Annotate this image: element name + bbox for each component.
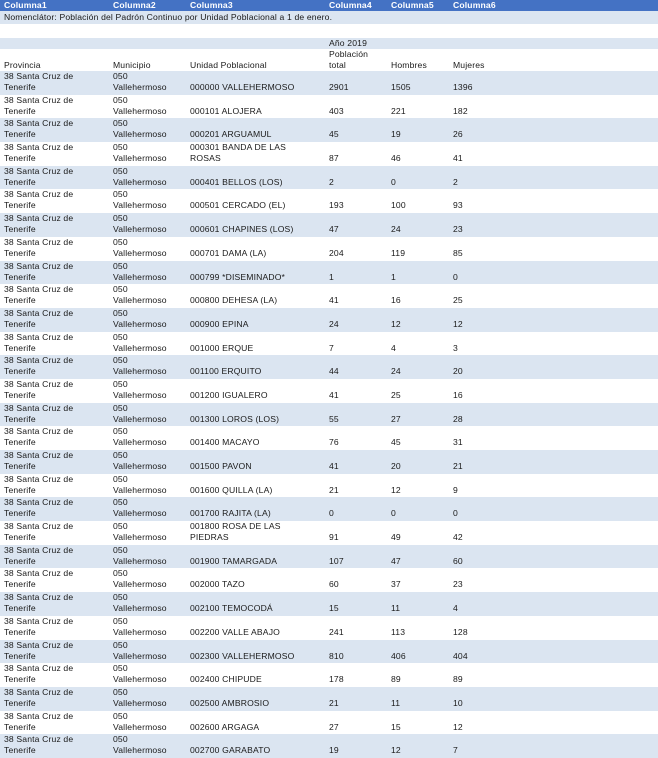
total-cell[interactable]: 0	[329, 508, 334, 519]
provincia-cell[interactable]: 38 Santa Cruz de	[4, 473, 74, 484]
provincia-cell[interactable]: 38 Santa Cruz de	[4, 331, 74, 342]
provincia-cell[interactable]: Tenerife	[4, 271, 36, 282]
municipio-cell[interactable]: Vallehermoso	[113, 389, 167, 400]
provincia-cell[interactable]: 38 Santa Cruz de	[4, 378, 74, 389]
year-row	[0, 38, 658, 49]
provincia-cell[interactable]: Tenerife	[4, 318, 36, 329]
unidad-cell[interactable]: 000701 DAMA (LA)	[190, 247, 267, 258]
provincia-cell[interactable]: Tenerife	[4, 224, 36, 235]
table-row	[0, 261, 658, 285]
provincia-cell[interactable]: 38 Santa Cruz de	[4, 592, 74, 603]
table-row	[0, 663, 658, 687]
hombres-cell[interactable]: 1505	[391, 82, 411, 92]
municipio-cell[interactable]: Vallehermoso	[113, 342, 167, 353]
provincia-cell[interactable]: Tenerife	[4, 579, 36, 590]
provincia-cell[interactable]: Tenerife	[4, 626, 36, 637]
provincia-cell[interactable]: Tenerife	[4, 508, 36, 519]
municipio-cell[interactable]: Vallehermoso	[113, 437, 167, 448]
municipio-cell[interactable]: 050	[113, 71, 128, 81]
blank-row	[0, 24, 658, 38]
total-cell[interactable]: 241	[329, 626, 344, 637]
provincia-cell[interactable]: Tenerife	[4, 389, 36, 400]
column-header[interactable]: Columna5	[391, 0, 434, 10]
total-cell[interactable]: 193	[329, 200, 344, 211]
municipio-cell[interactable]: 050	[113, 521, 128, 532]
mujeres-cell[interactable]: 2	[453, 176, 458, 187]
municipio-cell[interactable]: Vallehermoso	[113, 461, 167, 471]
municipio-cell[interactable]: Vallehermoso	[113, 271, 167, 282]
label-municipio: Municipio	[113, 60, 151, 70]
mujeres-cell[interactable]: 20	[453, 366, 463, 377]
total-cell[interactable]: 15	[329, 603, 339, 614]
provincia-cell[interactable]: 38 Santa Cruz de	[4, 521, 74, 532]
hombres-cell[interactable]: 221	[391, 105, 406, 116]
label-provincia: Provincia	[4, 60, 41, 70]
hombres-cell[interactable]: 19	[391, 129, 401, 140]
column-header[interactable]: Columna4	[329, 0, 372, 10]
provincia-cell[interactable]: Tenerife	[4, 674, 36, 685]
table-row	[0, 71, 658, 95]
mujeres-cell[interactable]: 12	[453, 318, 463, 329]
mujeres-cell[interactable]: 7	[453, 745, 458, 756]
mujeres-cell[interactable]: 41	[453, 153, 463, 164]
table-row	[0, 379, 658, 403]
provincia-cell[interactable]: Tenerife	[4, 105, 36, 116]
table-row	[0, 95, 658, 119]
provincia-cell[interactable]: Tenerife	[4, 247, 36, 258]
hombres-cell[interactable]: 89	[391, 674, 401, 685]
mujeres-cell[interactable]: 9	[453, 484, 458, 495]
total-cell[interactable]: 7	[329, 342, 334, 353]
hombres-cell[interactable]: 49	[391, 532, 401, 543]
municipio-cell[interactable]: 050	[113, 94, 128, 105]
hombres-cell[interactable]: 24	[391, 224, 401, 235]
mujeres-cell[interactable]: 3	[453, 342, 458, 353]
municipio-cell[interactable]: Vallehermoso	[113, 105, 167, 116]
column-header[interactable]: Columna2	[113, 0, 156, 10]
municipio-cell[interactable]: 050	[113, 426, 128, 437]
provincia-cell[interactable]: Tenerife	[4, 82, 36, 92]
table-row	[0, 355, 658, 379]
table-row	[0, 308, 658, 332]
unidad-cell[interactable]: 001600 QUILLA (LA)	[190, 484, 273, 495]
provincia-cell[interactable]: Tenerife	[4, 413, 36, 424]
table-row	[0, 189, 658, 213]
provincia-cell[interactable]: Tenerife	[4, 555, 36, 566]
column-header[interactable]: Columna6	[453, 0, 496, 10]
hombres-cell[interactable]: 15	[391, 721, 401, 732]
hombres-cell[interactable]: 0	[391, 508, 396, 519]
hombres-cell[interactable]: 406	[391, 650, 406, 661]
total-cell[interactable]: 21	[329, 697, 339, 708]
municipio-cell[interactable]: Vallehermoso	[113, 200, 167, 211]
total-cell[interactable]: 403	[329, 105, 344, 116]
municipio-cell[interactable]: 050	[113, 663, 128, 674]
mujeres-cell[interactable]: 21	[453, 461, 463, 471]
provincia-cell[interactable]: 38 Santa Cruz de	[4, 260, 74, 271]
municipio-cell[interactable]: Vallehermoso	[113, 603, 167, 614]
municipio-cell[interactable]: Vallehermoso	[113, 413, 167, 424]
provincia-cell[interactable]: 38 Santa Cruz de	[4, 615, 74, 626]
provincia-cell[interactable]: Tenerife	[4, 650, 36, 661]
municipio-cell[interactable]: Vallehermoso	[113, 650, 167, 661]
municipio-cell[interactable]: 050	[113, 213, 128, 224]
unidad-cell[interactable]: 001300 LOROS (LOS)	[190, 413, 280, 424]
total-cell[interactable]: 47	[329, 224, 339, 235]
municipio-cell[interactable]: Vallehermoso	[113, 745, 167, 756]
unidad-cell[interactable]: 001700 RAJITA (LA)	[190, 508, 271, 519]
unidad-cell[interactable]: 000601 CHAPINES (LOS)	[190, 224, 294, 235]
hombres-cell[interactable]: 12	[391, 745, 401, 756]
hombres-cell[interactable]: 12	[391, 484, 401, 495]
unidad-cell[interactable]: 002100 TEMOCODÁ	[190, 603, 273, 614]
municipio-cell[interactable]: 050	[113, 260, 128, 271]
total-cell[interactable]: 41	[329, 461, 339, 471]
mujeres-cell[interactable]: 89	[453, 674, 463, 685]
municipio-cell[interactable]: 050	[113, 236, 128, 247]
table-row	[0, 332, 658, 356]
provincia-cell[interactable]: 38 Santa Cruz de	[4, 213, 74, 224]
label-total-line2: total	[329, 60, 346, 70]
mujeres-cell[interactable]: 182	[453, 105, 468, 116]
table-row	[0, 711, 658, 735]
unidad-cell[interactable]: 001900 TAMARGADA	[190, 555, 278, 566]
municipio-cell[interactable]: Vallehermoso	[113, 247, 167, 258]
municipio-cell[interactable]: 050	[113, 307, 128, 318]
provincia-cell[interactable]: 38 Santa Cruz de	[4, 450, 74, 460]
provincia-cell[interactable]: 38 Santa Cruz de	[4, 307, 74, 318]
municipio-cell[interactable]: Vallehermoso	[113, 484, 167, 495]
municipio-cell[interactable]: 050	[113, 686, 128, 697]
table-row	[0, 640, 658, 664]
table-row	[0, 521, 658, 545]
unidad-cell[interactable]: 000101 ALOJERA	[190, 105, 262, 116]
mujeres-cell[interactable]: 23	[453, 224, 463, 235]
hombres-cell[interactable]: 45	[391, 437, 401, 448]
provincia-cell[interactable]: 38 Santa Cruz de	[4, 142, 74, 153]
municipio-cell[interactable]: 050	[113, 450, 128, 460]
municipio-cell[interactable]: Vallehermoso	[113, 224, 167, 235]
municipio-cell[interactable]: 050	[113, 378, 128, 389]
mujeres-cell[interactable]: 60	[453, 555, 463, 566]
unidad-cell[interactable]: 000900 EPINA	[190, 318, 249, 329]
municipio-cell[interactable]: 050	[113, 189, 128, 200]
hombres-cell[interactable]: 47	[391, 555, 401, 566]
municipio-cell[interactable]: Vallehermoso	[113, 366, 167, 377]
unidad-cell[interactable]: 002500 AMBROSIO	[190, 697, 270, 708]
mujeres-cell[interactable]: 25	[453, 295, 463, 306]
mujeres-cell[interactable]: 26	[453, 129, 463, 140]
municipio-cell[interactable]: Vallehermoso	[113, 721, 167, 732]
municipio-cell[interactable]: 050	[113, 331, 128, 342]
total-cell[interactable]: 41	[329, 295, 339, 306]
mujeres-cell[interactable]: 1396	[453, 82, 473, 92]
unidad-cell[interactable]: PIEDRAS	[190, 532, 229, 543]
provincia-cell[interactable]: Tenerife	[4, 697, 36, 708]
municipio-cell[interactable]: 050	[113, 592, 128, 603]
hombres-cell[interactable]: 27	[391, 413, 401, 424]
table-row	[0, 497, 658, 521]
unidad-cell[interactable]: ROSAS	[190, 153, 221, 164]
hombres-cell[interactable]: 16	[391, 295, 401, 306]
unidad-cell[interactable]: 000501 CERCADO (EL)	[190, 200, 286, 211]
total-cell[interactable]: 44	[329, 366, 339, 377]
unidad-cell[interactable]: 000799 *DISEMINADO*	[190, 271, 286, 282]
provincia-cell[interactable]: Tenerife	[4, 721, 36, 732]
provincia-cell[interactable]: 38 Santa Cruz de	[4, 426, 74, 437]
municipio-cell[interactable]: 050	[113, 568, 128, 579]
unidad-cell[interactable]: 002000 TAZO	[190, 579, 245, 590]
provincia-cell[interactable]: Tenerife	[4, 603, 36, 614]
municipio-cell[interactable]: Vallehermoso	[113, 318, 167, 329]
mujeres-cell[interactable]: 0	[453, 508, 458, 519]
table-row	[0, 213, 658, 237]
provincia-cell[interactable]: 38 Santa Cruz de	[4, 355, 74, 366]
provincia-cell[interactable]: 38 Santa Cruz de	[4, 734, 74, 745]
table-row	[0, 450, 658, 474]
total-cell[interactable]: 24	[329, 318, 339, 329]
municipio-cell[interactable]: 050	[113, 118, 128, 129]
provincia-cell[interactable]: Tenerife	[4, 461, 36, 471]
total-cell[interactable]: 19	[329, 745, 339, 756]
provincia-cell[interactable]: Tenerife	[4, 484, 36, 495]
total-cell[interactable]: 21	[329, 484, 339, 495]
hombres-cell[interactable]: 11	[391, 603, 401, 614]
provincia-cell[interactable]: 38 Santa Cruz de	[4, 94, 74, 105]
table-note: Nomenclátor: Población del Padrón Continuo por Unidad Poblacional a 1 de enero.	[4, 12, 333, 22]
provincia-cell[interactable]: 38 Santa Cruz de	[4, 663, 74, 674]
table-row	[0, 568, 658, 592]
table-row	[0, 687, 658, 711]
unidad-cell[interactable]: 000301 BANDA DE LAS	[190, 142, 287, 153]
municipio-cell[interactable]: 050	[113, 355, 128, 366]
provincia-cell[interactable]: Tenerife	[4, 437, 36, 448]
municipio-cell[interactable]: 050	[113, 544, 128, 555]
unidad-cell[interactable]: 002200 VALLE ABAJO	[190, 626, 280, 637]
mujeres-cell[interactable]: 16	[453, 389, 463, 400]
label-unidad: Unidad Poblacional	[190, 60, 267, 70]
municipio-cell[interactable]: Vallehermoso	[113, 532, 167, 543]
municipio-cell[interactable]: Vallehermoso	[113, 697, 167, 708]
unidad-cell[interactable]: 002600 ARGAGA	[190, 721, 260, 732]
unidad-cell[interactable]: 001500 PAVON	[190, 461, 252, 471]
municipio-cell[interactable]: 050	[113, 142, 128, 153]
hombres-cell[interactable]: 113	[391, 626, 406, 637]
note-row	[0, 11, 658, 24]
total-cell[interactable]: 87	[329, 153, 339, 164]
municipio-cell[interactable]: 050	[113, 639, 128, 650]
provincia-cell[interactable]: Tenerife	[4, 295, 36, 306]
unidad-cell[interactable]: 002400 CHIPUDE	[190, 674, 262, 685]
table-row	[0, 403, 658, 427]
hombres-cell[interactable]: 0	[391, 176, 396, 187]
mujeres-cell[interactable]: 0	[453, 271, 458, 282]
provincia-cell[interactable]: Tenerife	[4, 176, 36, 187]
table-row	[0, 545, 658, 569]
total-cell[interactable]: 45	[329, 129, 339, 140]
unidad-cell[interactable]: 000201 ARGUAMUL	[190, 129, 272, 140]
provincia-cell[interactable]: Tenerife	[4, 200, 36, 211]
total-cell[interactable]: 810	[329, 650, 344, 661]
unidad-cell[interactable]: 002300 VALLEHERMOSO	[190, 650, 295, 661]
column-header[interactable]: Columna1	[4, 0, 47, 10]
municipio-cell[interactable]: Vallehermoso	[113, 153, 167, 164]
unidad-cell[interactable]: 001000 ERQUE	[190, 342, 254, 353]
label-hombres: Hombres	[391, 60, 427, 70]
total-cell[interactable]: 41	[329, 389, 339, 400]
municipio-cell[interactable]: Vallehermoso	[113, 626, 167, 637]
provincia-cell[interactable]: 38 Santa Cruz de	[4, 402, 74, 413]
municipio-cell[interactable]: Vallehermoso	[113, 129, 167, 140]
municipio-cell[interactable]: Vallehermoso	[113, 555, 167, 566]
provincia-cell[interactable]: 38 Santa Cruz de	[4, 639, 74, 650]
unidad-cell[interactable]: 000401 BELLOS (LOS)	[190, 176, 283, 187]
unidad-cell[interactable]: 001100 ERQUITO	[190, 366, 262, 377]
municipio-cell[interactable]: 050	[113, 473, 128, 484]
mujeres-cell[interactable]: 28	[453, 413, 463, 424]
unidad-cell[interactable]: 002700 GARABATO	[190, 745, 271, 756]
hombres-cell[interactable]: 12	[391, 318, 401, 329]
provincia-cell[interactable]: 38 Santa Cruz de	[4, 118, 74, 129]
mujeres-cell[interactable]: 4	[453, 603, 458, 614]
label-mujeres: Mujeres	[453, 60, 485, 70]
table-row	[0, 616, 658, 640]
municipio-cell[interactable]: Vallehermoso	[113, 508, 167, 519]
total-cell[interactable]: 60	[329, 579, 339, 590]
municipio-cell[interactable]: 050	[113, 497, 128, 508]
hombres-cell[interactable]: 119	[391, 247, 406, 258]
total-cell[interactable]: 1	[329, 271, 334, 282]
table-row	[0, 166, 658, 190]
column-labels-row	[0, 49, 658, 71]
hombres-cell[interactable]: 11	[391, 697, 401, 708]
column-header-row	[0, 0, 658, 11]
table-row	[0, 237, 658, 261]
total-cell[interactable]: 55	[329, 413, 339, 424]
total-cell[interactable]: 107	[329, 555, 344, 566]
provincia-cell[interactable]: 38 Santa Cruz de	[4, 686, 74, 697]
table-row	[0, 284, 658, 308]
mujeres-cell[interactable]: 10	[453, 697, 463, 708]
unidad-cell[interactable]: 000000 VALLEHERMOSO	[190, 82, 295, 92]
total-cell[interactable]: 27	[329, 721, 339, 732]
municipio-cell[interactable]: 050	[113, 284, 128, 295]
table-row	[0, 118, 658, 142]
table-row	[0, 142, 658, 166]
mujeres-cell[interactable]: 23	[453, 579, 463, 590]
provincia-cell[interactable]: 38 Santa Cruz de	[4, 568, 74, 579]
municipio-cell[interactable]: 050	[113, 402, 128, 413]
mujeres-cell[interactable]: 128	[453, 626, 468, 637]
hombres-cell[interactable]: 25	[391, 389, 401, 400]
mujeres-cell[interactable]: 12	[453, 721, 463, 732]
hombres-cell[interactable]: 37	[391, 579, 401, 590]
municipio-cell[interactable]: Vallehermoso	[113, 295, 167, 306]
total-cell[interactable]: 2901	[329, 82, 349, 92]
municipio-cell[interactable]: Vallehermoso	[113, 82, 167, 92]
total-cell[interactable]: 178	[329, 674, 344, 685]
mujeres-cell[interactable]: 93	[453, 200, 463, 211]
mujeres-cell[interactable]: 404	[453, 650, 468, 661]
provincia-cell[interactable]: 38 Santa Cruz de	[4, 71, 74, 81]
provincia-cell[interactable]: 38 Santa Cruz de	[4, 284, 74, 295]
total-cell[interactable]: 91	[329, 532, 339, 543]
municipio-cell[interactable]: Vallehermoso	[113, 579, 167, 590]
table-row	[0, 474, 658, 498]
total-cell[interactable]: 2	[329, 176, 334, 187]
mujeres-cell[interactable]: 42	[453, 532, 463, 543]
provincia-cell[interactable]: 38 Santa Cruz de	[4, 497, 74, 508]
provincia-cell[interactable]: Tenerife	[4, 153, 36, 164]
provincia-cell[interactable]: 38 Santa Cruz de	[4, 710, 74, 721]
municipio-cell[interactable]: Vallehermoso	[113, 674, 167, 685]
municipio-cell[interactable]: 050	[113, 710, 128, 721]
unidad-cell[interactable]: 001400 MACAYO	[190, 437, 260, 448]
provincia-cell[interactable]: Tenerife	[4, 532, 36, 543]
municipio-cell[interactable]: 050	[113, 165, 128, 176]
table-row	[0, 592, 658, 616]
unidad-cell[interactable]: 000800 DEHESA (LA)	[190, 295, 278, 306]
municipio-cell[interactable]: 050	[113, 734, 128, 745]
hombres-cell[interactable]: 1	[391, 271, 396, 282]
provincia-cell[interactable]: 38 Santa Cruz de	[4, 189, 74, 200]
provincia-cell[interactable]: 38 Santa Cruz de	[4, 165, 74, 176]
table-row	[0, 426, 658, 450]
hombres-cell[interactable]: 24	[391, 366, 401, 377]
mujeres-cell[interactable]: 85	[453, 247, 463, 258]
municipio-cell[interactable]: 050	[113, 615, 128, 626]
total-cell[interactable]: 76	[329, 437, 339, 448]
provincia-cell[interactable]: Tenerife	[4, 366, 36, 377]
hombres-cell[interactable]: 46	[391, 153, 401, 164]
provincia-cell[interactable]: Tenerife	[4, 129, 36, 140]
mujeres-cell[interactable]: 31	[453, 437, 463, 448]
column-header[interactable]: Columna3	[190, 0, 233, 10]
provincia-cell[interactable]: Tenerife	[4, 745, 36, 756]
hombres-cell[interactable]: 4	[391, 342, 396, 353]
label-total-line1: Población	[329, 49, 369, 59]
table-body	[0, 71, 658, 758]
provincia-cell[interactable]: Tenerife	[4, 342, 36, 353]
hombres-cell[interactable]: 20	[391, 461, 401, 471]
unidad-cell[interactable]: 001200 IGUALERO	[190, 389, 268, 400]
year-label: Año 2019	[329, 38, 367, 48]
hombres-cell[interactable]: 100	[391, 200, 406, 211]
table-row	[0, 734, 658, 758]
municipio-cell[interactable]: Vallehermoso	[113, 176, 167, 187]
provincia-cell[interactable]: 38 Santa Cruz de	[4, 236, 74, 247]
provincia-cell[interactable]: 38 Santa Cruz de	[4, 544, 74, 555]
total-cell[interactable]: 204	[329, 247, 344, 258]
unidad-cell[interactable]: 001800 ROSA DE LAS	[190, 521, 281, 532]
